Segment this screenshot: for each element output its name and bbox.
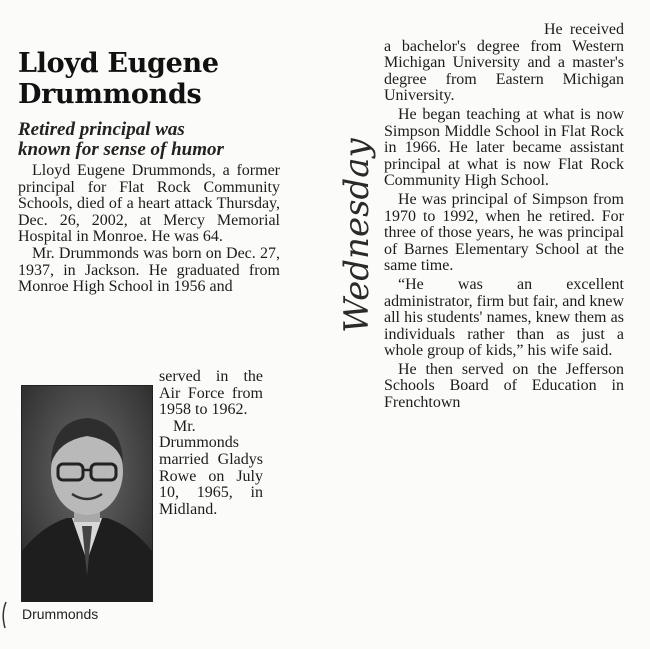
handwritten-note xyxy=(338,48,378,338)
clipping-left-column xyxy=(8,40,298,640)
portrait-illustration xyxy=(22,386,152,601)
portrait-photo xyxy=(21,385,153,602)
left-body-text xyxy=(18,163,280,296)
paragraph: Mr. Drummonds married Gladys Rowe on July 10, 1965, in Midland. xyxy=(159,417,263,518)
paragraph: “He was an excellent administrator, firm but fair, and knew all his students' names, knew them as individuals rather than as just a whole group of kids,” his wife said. xyxy=(384,275,624,360)
handwritten-note-drawing xyxy=(338,48,378,338)
margin-mark-drawing xyxy=(0,600,10,630)
headline-line-2: Drummonds xyxy=(18,79,202,110)
photo-caption: Drummonds xyxy=(22,606,99,622)
paragraph: He then served on the Jefferson Schools Board of Education in Frenchtown xyxy=(384,360,624,412)
wrapped-text-column xyxy=(159,369,263,518)
paragraph: He was principal of Simpson from 1970 to 1992, when he retired. For three of those years, he was principal of Barnes Elementary School at the same time. xyxy=(384,190,624,275)
paragraph: Mr. Drummonds was born on Dec. 27, 1937, in Jackson. He graduated from Monroe High School in 1956 and xyxy=(18,244,280,296)
paragraph: Lloyd Eugene Drummonds, a former principal for Flat Rock Community Schools, died of a heart attack Thursday, Dec. 26, 2002, at Mercy Memorial Hospital in Monroe. He was 64. xyxy=(18,162,280,246)
subhead-line-2: known for sense of humor xyxy=(18,139,224,160)
handwritten-note-text: Wednesday xyxy=(338,138,377,333)
margin-mark xyxy=(0,600,10,630)
subhead-line-1: Retired principal was xyxy=(18,119,185,140)
paragraph: served in the Air Force from 1958 to 1962. xyxy=(159,368,263,419)
headline xyxy=(18,48,219,110)
right-body-text xyxy=(384,22,624,414)
paragraph: He received a bachelor's degree from Western Michigan University and a master's degree from Eastern Michigan University. xyxy=(384,21,624,105)
subheadline xyxy=(18,120,224,160)
headline-line-1: Lloyd Eugene xyxy=(18,48,219,79)
clipping-right-column xyxy=(384,22,636,582)
paragraph: He began teaching at what is now Simpson Middle School in Flat Rock in 1966. He later became assistant principal at what is now Flat Rock Community High School. xyxy=(384,105,624,190)
